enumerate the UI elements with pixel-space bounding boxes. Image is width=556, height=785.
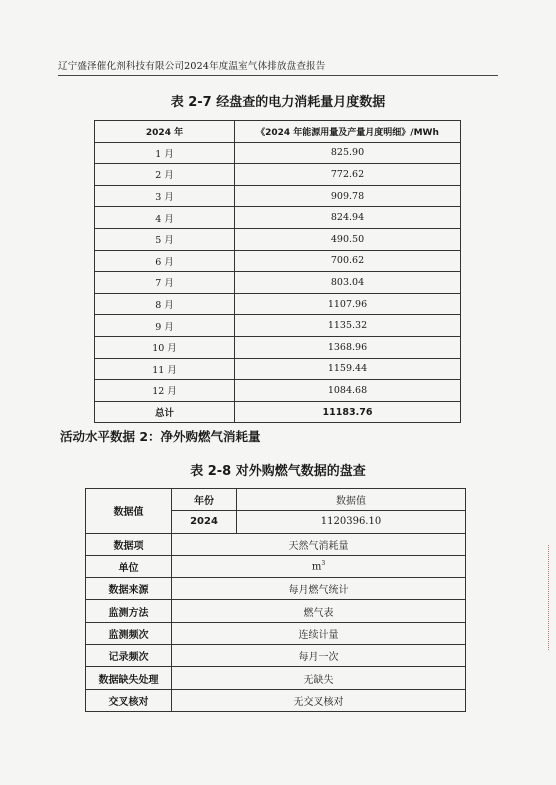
page-header: 辽宁盛泽催化剂科技有限公司2024年度温室气体排放盘查报告 [58, 58, 498, 76]
section-heading: 活动水平数据 2：净外购燃气消耗量 [60, 429, 261, 444]
electricity-value-cell: 1107.96 [235, 293, 461, 315]
electricity-value-cell: 1084.68 [235, 380, 461, 402]
year-header: 年份 [172, 489, 237, 511]
unit-superscript: 3 [321, 560, 326, 568]
table-row [95, 336, 461, 358]
electricity-value-cell: 1135.32 [235, 315, 461, 337]
table-row [86, 555, 466, 577]
month-cell: 8 月 [95, 293, 235, 315]
row-label: 单位 [86, 555, 172, 577]
row-label: 记录频次 [86, 645, 172, 667]
row-value-text: m [311, 561, 322, 573]
electricity-value-cell: 772.62 [235, 164, 461, 186]
electricity-value-cell: 909.78 [235, 185, 461, 207]
electricity-value-cell: 700.62 [235, 250, 461, 272]
row-value-text: 每月燃气统计 [288, 585, 349, 597]
value-header: 数据值 [237, 489, 466, 511]
row-value [172, 533, 466, 555]
row-label: 数据项 [86, 533, 172, 555]
row-value-text: 天然气消耗量 [288, 540, 349, 552]
table-row [95, 380, 461, 402]
electricity-value-cell: 824.94 [235, 207, 461, 229]
electricity-value-cell: 1159.44 [235, 358, 461, 380]
table-row [86, 578, 466, 600]
row-value-text: 无交叉核对 [293, 696, 344, 708]
month-cell: 2 月 [95, 164, 235, 186]
row-label: 交叉核对 [86, 689, 172, 711]
year-cell: 2024 [172, 511, 237, 533]
row-value-text: 无缺失 [303, 674, 334, 686]
table-row [95, 207, 461, 229]
row-label: 监测方法 [86, 600, 172, 622]
table-row [95, 272, 461, 294]
month-cell: 1 月 [95, 142, 235, 164]
table-row [95, 142, 461, 164]
month-cell: 12 月 [95, 380, 235, 402]
column-header-value: 《2024 年能源用量及产量月度明细》/MWh [235, 121, 461, 143]
month-cell: 11 月 [95, 358, 235, 380]
electricity-table [94, 120, 461, 423]
month-cell: 4 月 [95, 207, 235, 229]
row-value [172, 555, 466, 577]
electricity-value-cell: 1368.96 [235, 336, 461, 358]
scan-edge-marks [548, 545, 552, 650]
table1-title: 表 2-7 经盘查的电力消耗量月度数据 [170, 95, 386, 110]
month-cell: 9 月 [95, 315, 235, 337]
row-value [172, 667, 466, 689]
row-label: 数据来源 [86, 578, 172, 600]
row-value [172, 622, 466, 644]
table-row [95, 185, 461, 207]
row-value [172, 600, 466, 622]
table-row [86, 489, 466, 511]
row-value [172, 689, 466, 711]
table-row [86, 622, 466, 644]
row-label: 监测频次 [86, 622, 172, 644]
total-label: 总计 [95, 401, 235, 423]
table-row [86, 689, 466, 711]
table-row [95, 293, 461, 315]
row-value-text: 连续计量 [298, 629, 339, 641]
row-value-text: 每月一次 [298, 652, 339, 664]
row-value [172, 645, 466, 667]
month-cell: 3 月 [95, 185, 235, 207]
month-cell: 7 月 [95, 272, 235, 294]
table2-title: 表 2-8 对外购燃气数据的盘查 [190, 464, 366, 479]
electricity-value-cell: 803.04 [235, 272, 461, 294]
table-row [95, 228, 461, 250]
table-header-row [95, 121, 461, 143]
table-row [95, 315, 461, 337]
table-row [95, 358, 461, 380]
month-cell: 10 月 [95, 336, 235, 358]
value-cell: 1120396.10 [237, 511, 466, 533]
electricity-value-cell: 490.50 [235, 228, 461, 250]
gas-table [85, 488, 466, 712]
table-row [95, 164, 461, 186]
column-header-year: 2024 年 [95, 121, 235, 143]
table-row [86, 600, 466, 622]
row-value [172, 578, 466, 600]
row-label: 数据缺失处理 [86, 667, 172, 689]
row-value-text: 燃气表 [303, 607, 334, 619]
table-row [86, 533, 466, 555]
total-value: 11183.76 [235, 401, 461, 423]
electricity-value-cell: 825.90 [235, 142, 461, 164]
month-cell: 5 月 [95, 228, 235, 250]
total-row [95, 401, 461, 423]
month-cell: 6 月 [95, 250, 235, 272]
table-row [95, 250, 461, 272]
data-value-label: 数据值 [86, 489, 172, 534]
table-row [86, 667, 466, 689]
table-row [86, 645, 466, 667]
